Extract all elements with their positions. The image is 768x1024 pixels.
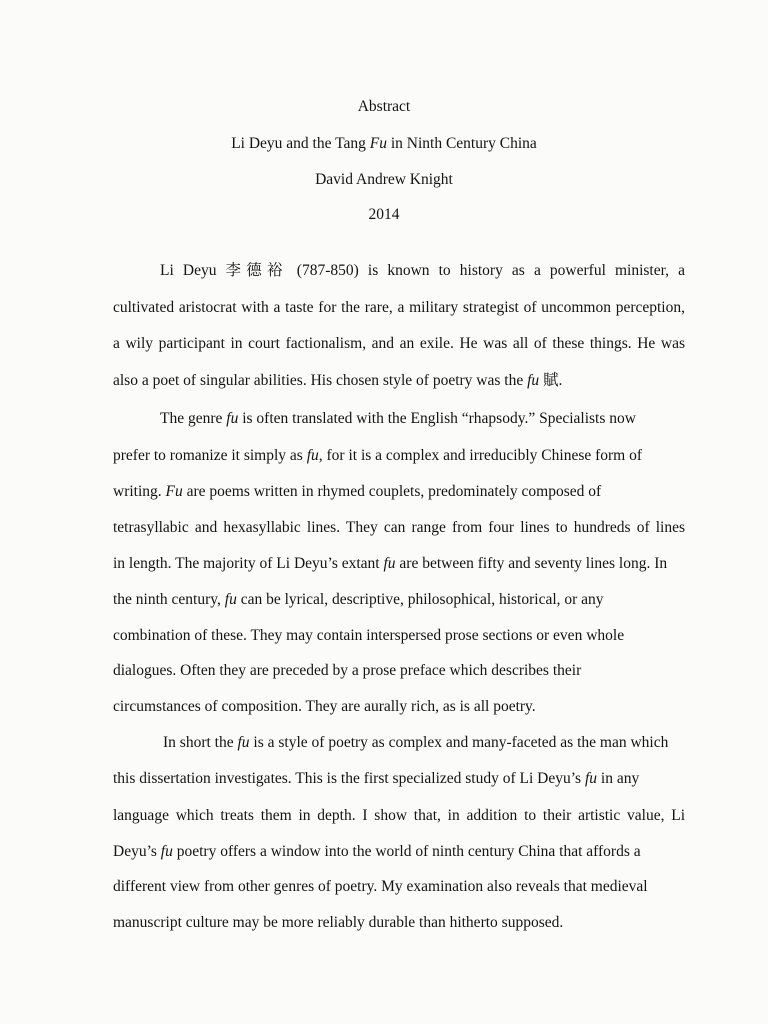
paragraph-line <box>113 371 562 391</box>
abstract-heading: Abstract <box>357 98 411 115</box>
line-text: , for it is a complex and irreducibly Chinese form of <box>318 447 643 464</box>
line-text: poetry offers a window into the world of ninth century China that affords a <box>172 843 641 860</box>
document-title <box>0 134 768 154</box>
title-italic-term: Fu <box>369 135 387 152</box>
line-text: In short the <box>163 734 238 751</box>
line-text: circumstances of composition. They are aurally rich, as is all poetry. <box>113 698 536 715</box>
line-text: also a poet of singular abilities. His chosen style of poetry was the <box>113 372 528 389</box>
line-text: this dissertation investigates. This is the first specialized study of Li Deyu’s <box>113 770 585 787</box>
line-text: manuscript culture may be more reliably durable than hitherto supposed. <box>113 914 564 931</box>
paragraph-line <box>160 409 636 429</box>
line-text: cultivated aristocrat with a taste for the rare, a military strategist of uncommon perception, <box>113 299 685 316</box>
italic-term: Fu <box>165 483 183 500</box>
paragraph-line <box>113 806 685 826</box>
paragraph-line <box>113 913 563 933</box>
italic-term: fu <box>584 770 598 787</box>
line-text: different view from other genres of poetry. My examination also reveals that medieval <box>113 878 648 895</box>
italic-term: fu <box>306 447 319 464</box>
line-text: combination of these. They may contain interspersed prose sections or even whole <box>113 627 625 644</box>
paragraph-line <box>113 334 685 354</box>
paragraph-line <box>113 877 648 897</box>
author-name: David Andrew Knight <box>315 171 453 188</box>
paragraph-line <box>113 661 581 681</box>
line-text: in length. The majority of Li Deyu’s extant <box>113 555 384 572</box>
line-text: in any <box>597 770 640 787</box>
italic-term: fu <box>383 555 396 572</box>
paragraph-line <box>113 769 639 789</box>
line-text: are between fifty and seventy lines long. In <box>395 555 668 572</box>
line-text: a wily participant in court factionalism, and an exile. He was all of these things. He was <box>113 335 685 352</box>
year: 2014 <box>368 206 400 223</box>
line-text: are poems written in rhymed couplets, predominately composed of <box>182 483 602 500</box>
line-text: prefer to romanize it simply as <box>113 447 307 464</box>
line-text: language which treats them in depth. I show that, in addition to their artistic value, Li <box>113 807 685 824</box>
line-text: is a style of poetry as complex and many-faceted as the man which <box>249 734 669 751</box>
line-text: the ninth century, <box>113 591 225 608</box>
line-text: can be lyrical, descriptive, philosophical, historical, or any <box>236 591 604 608</box>
line-text: The genre <box>160 410 227 427</box>
title-text-end: in Ninth Century China <box>386 135 537 152</box>
title-text: Li Deyu and the Tang <box>231 135 370 152</box>
paragraph-line <box>113 298 685 318</box>
line-text: 賦. <box>539 372 563 389</box>
italic-term: fu <box>527 372 540 389</box>
line-text: Deyu’s <box>113 843 161 860</box>
line-text: is often translated with the English “rhapsody.” Specialists now <box>238 410 636 427</box>
line-text: writing. <box>113 483 166 500</box>
italic-term: fu <box>226 410 239 427</box>
paragraph-line <box>113 554 667 574</box>
paragraph-line <box>113 518 685 538</box>
paragraph-line <box>163 733 668 753</box>
paragraph-line <box>113 482 601 502</box>
paragraph-line <box>113 590 604 610</box>
paragraph-line <box>113 446 642 466</box>
line-text: tetrasyllabic and hexasyllabic lines. They can range from four lines to hundreds of lines <box>113 519 685 536</box>
paragraph-line <box>113 842 641 862</box>
italic-term: fu <box>160 843 173 860</box>
italic-term: fu <box>224 591 237 608</box>
line-text: Li Deyu 李德裕 (787-850) is known to history as a powerful minister, a <box>160 262 685 279</box>
paragraph-line <box>113 626 624 646</box>
paragraph-line <box>113 697 536 717</box>
italic-term: fu <box>237 734 250 751</box>
paragraph-line <box>160 261 685 281</box>
line-text: dialogues. Often they are preceded by a prose preface which describes their <box>113 662 582 679</box>
